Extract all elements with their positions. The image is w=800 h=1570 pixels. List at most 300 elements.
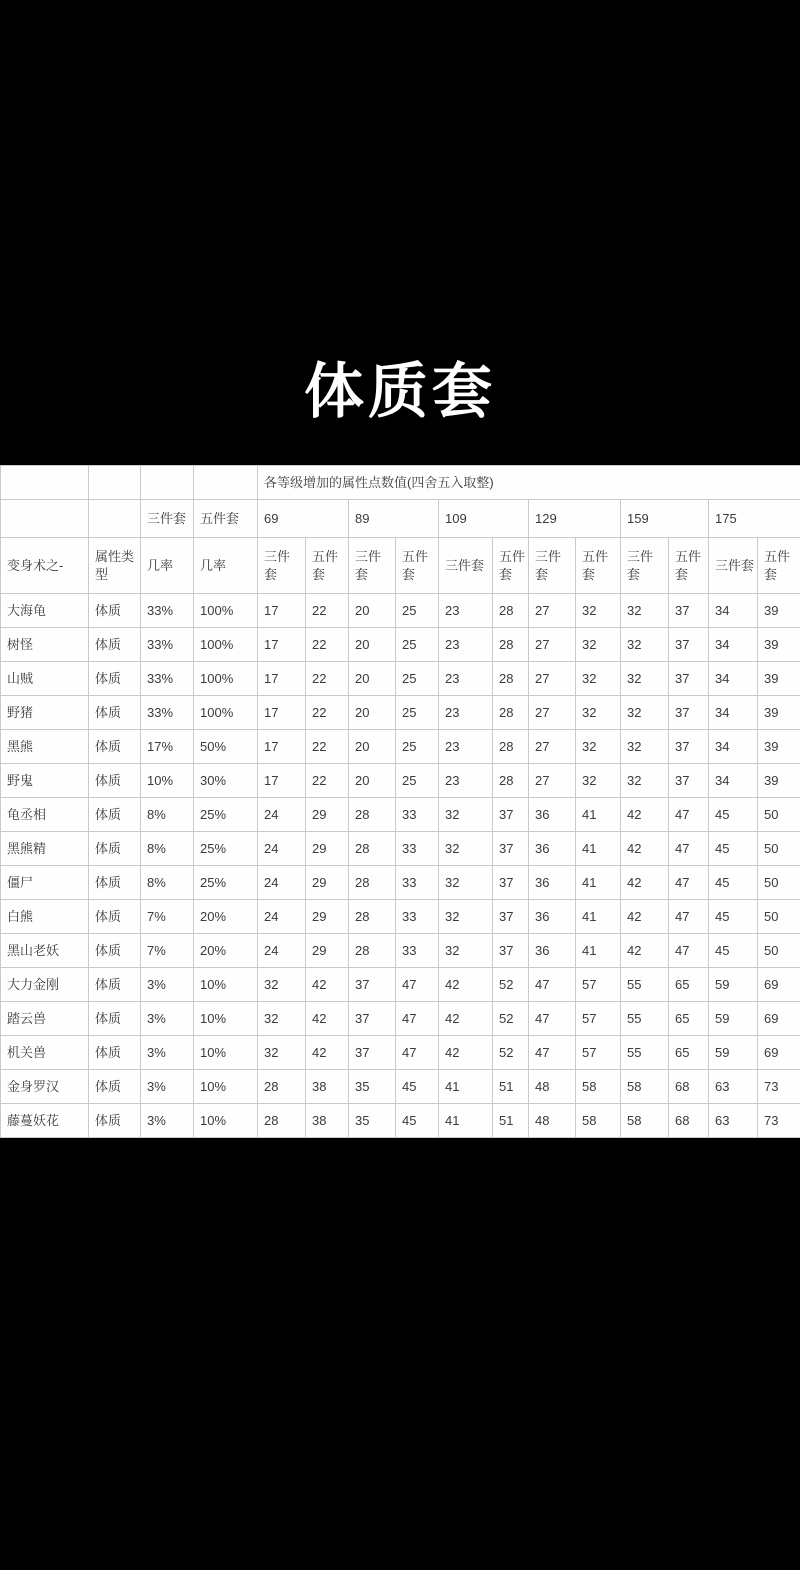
value-cell: 24 [258,934,306,968]
value-cell: 27 [529,764,576,798]
value-cell: 33 [396,798,439,832]
value-cell: 57 [576,1002,621,1036]
empty-cell [1,466,89,500]
value-cell: 39 [758,730,800,764]
rate-three-piece-cell: 3% [141,1104,194,1138]
monster-name-cell: 黑熊 [1,730,89,764]
header-row-levels [1,500,800,538]
value-cell: 28 [493,662,529,696]
value-cell: 20 [349,764,396,798]
value-cell: 42 [621,798,669,832]
rate-three-piece-cell: 7% [141,934,194,968]
value-cell: 47 [396,968,439,1002]
value-cell: 42 [439,1036,493,1070]
value-cell: 37 [493,934,529,968]
value-cell: 42 [621,934,669,968]
rate-five-piece-cell: 30% [194,764,258,798]
table-row [1,1070,800,1104]
value-cell: 50 [758,934,800,968]
monster-name-cell: 机关兽 [1,1036,89,1070]
value-cell: 17 [258,764,306,798]
value-cell: 42 [306,1002,349,1036]
value-cell: 28 [493,730,529,764]
value-cell: 45 [709,934,758,968]
rate-three-piece-cell: 33% [141,696,194,730]
monster-name-cell: 大海龟 [1,594,89,628]
rate-five-piece-cell: 50% [194,730,258,764]
rate-five-piece-cell: 10% [194,1104,258,1138]
value-cell: 32 [439,798,493,832]
value-cell: 69 [758,1036,800,1070]
rate-three-piece-cell: 8% [141,866,194,900]
value-cell: 63 [709,1070,758,1104]
value-cell: 45 [396,1070,439,1104]
value-cell: 39 [758,696,800,730]
five-piece-header-cell: 五件套 [194,500,258,538]
value-cell: 23 [439,730,493,764]
value-cell: 48 [529,1070,576,1104]
monster-name-cell: 山贼 [1,662,89,696]
value-cell: 41 [576,934,621,968]
empty-cell [89,466,141,500]
value-cell: 42 [439,1002,493,1036]
value-cell: 28 [258,1070,306,1104]
value-cell: 47 [669,900,709,934]
table-row [1,1036,800,1070]
value-cell: 28 [349,798,396,832]
rate-five-piece-cell: 100% [194,662,258,696]
value-cell: 29 [306,900,349,934]
value-cell: 33 [396,866,439,900]
value-cell: 39 [758,628,800,662]
attr-type-cell: 体质 [89,628,141,662]
five-piece-subheader-cell: 五件套 [669,538,709,594]
value-cell: 52 [493,1002,529,1036]
table-row [1,798,800,832]
value-cell: 22 [306,730,349,764]
rate-column-header-cell: 几率 [194,538,258,594]
attr-type-cell: 体质 [89,798,141,832]
three-piece-subheader-cell: 三件套 [349,538,396,594]
value-cell: 34 [709,696,758,730]
value-cell: 37 [669,662,709,696]
value-cell: 55 [621,1036,669,1070]
empty-cell [141,466,194,500]
attr-type-cell: 体质 [89,764,141,798]
value-cell: 58 [576,1070,621,1104]
value-cell: 28 [349,934,396,968]
value-cell: 37 [669,764,709,798]
value-cell: 32 [621,696,669,730]
value-cell: 45 [709,798,758,832]
value-cell: 28 [349,866,396,900]
value-cell: 33 [396,832,439,866]
rate-three-piece-cell: 33% [141,594,194,628]
attr-type-cell: 体质 [89,866,141,900]
value-cell: 65 [669,1002,709,1036]
rate-five-piece-cell: 25% [194,798,258,832]
value-cell: 37 [349,968,396,1002]
value-cell: 22 [306,628,349,662]
value-cell: 52 [493,968,529,1002]
value-cell: 32 [258,1036,306,1070]
value-cell: 28 [493,628,529,662]
value-cell: 37 [669,628,709,662]
five-piece-subheader-cell: 五件套 [758,538,800,594]
rate-five-piece-cell: 10% [194,1036,258,1070]
monster-name-cell: 僵尸 [1,866,89,900]
table-row [1,1002,800,1036]
table-row [1,1104,800,1138]
value-cell: 34 [709,628,758,662]
value-cell: 22 [306,662,349,696]
value-cell: 42 [621,832,669,866]
empty-cell [194,466,258,500]
rate-five-piece-cell: 100% [194,696,258,730]
value-cell: 32 [439,900,493,934]
value-cell: 47 [529,1002,576,1036]
value-cell: 27 [529,730,576,764]
span-header-cell: 各等级增加的属性点数值(四舍五入取整) [258,466,800,500]
value-cell: 34 [709,764,758,798]
value-cell: 57 [576,968,621,1002]
table-row [1,934,800,968]
value-cell: 25 [396,662,439,696]
value-cell: 17 [258,594,306,628]
value-cell: 28 [258,1104,306,1138]
value-cell: 27 [529,696,576,730]
value-cell: 20 [349,662,396,696]
value-cell: 28 [493,696,529,730]
value-cell: 23 [439,764,493,798]
value-cell: 32 [621,594,669,628]
three-piece-subheader-cell: 三件套 [529,538,576,594]
value-cell: 50 [758,866,800,900]
value-cell: 37 [669,696,709,730]
rate-five-piece-cell: 25% [194,832,258,866]
value-cell: 20 [349,730,396,764]
value-cell: 59 [709,968,758,1002]
attr-type-cell: 体质 [89,1104,141,1138]
rate-three-piece-cell: 3% [141,1036,194,1070]
table-row [1,594,800,628]
table-row [1,968,800,1002]
value-cell: 41 [439,1070,493,1104]
table-row [1,832,800,866]
value-cell: 32 [439,832,493,866]
value-cell: 63 [709,1104,758,1138]
rate-three-piece-cell: 8% [141,798,194,832]
level-header-cell: 109 [439,500,529,538]
value-cell: 59 [709,1002,758,1036]
monster-name-cell: 大力金刚 [1,968,89,1002]
five-piece-subheader-cell: 五件套 [493,538,529,594]
value-cell: 37 [493,832,529,866]
rate-three-piece-cell: 3% [141,1070,194,1104]
value-cell: 50 [758,832,800,866]
five-piece-subheader-cell: 五件套 [396,538,439,594]
value-cell: 22 [306,696,349,730]
rate-five-piece-cell: 100% [194,594,258,628]
three-piece-header-cell: 三件套 [141,500,194,538]
value-cell: 47 [669,832,709,866]
value-cell: 36 [529,866,576,900]
value-cell: 29 [306,934,349,968]
monster-name-cell: 金身罗汉 [1,1070,89,1104]
value-cell: 37 [493,900,529,934]
attr-type-cell: 体质 [89,696,141,730]
value-cell: 32 [576,730,621,764]
value-cell: 48 [529,1104,576,1138]
rate-three-piece-cell: 33% [141,662,194,696]
value-cell: 24 [258,832,306,866]
rate-five-piece-cell: 100% [194,628,258,662]
attr-type-cell: 体质 [89,968,141,1002]
value-cell: 32 [576,594,621,628]
value-cell: 42 [306,1036,349,1070]
value-cell: 37 [669,730,709,764]
value-cell: 25 [396,730,439,764]
value-cell: 39 [758,594,800,628]
value-cell: 24 [258,798,306,832]
value-cell: 45 [709,900,758,934]
value-cell: 32 [621,764,669,798]
table-body [1,594,800,1138]
rate-five-piece-cell: 10% [194,1002,258,1036]
value-cell: 42 [306,968,349,1002]
value-cell: 68 [669,1104,709,1138]
value-cell: 37 [349,1036,396,1070]
value-cell: 38 [306,1070,349,1104]
value-cell: 27 [529,594,576,628]
value-cell: 73 [758,1070,800,1104]
value-cell: 47 [529,968,576,1002]
value-cell: 69 [758,968,800,1002]
value-cell: 39 [758,764,800,798]
value-cell: 45 [396,1104,439,1138]
value-cell: 41 [576,798,621,832]
value-cell: 34 [709,730,758,764]
value-cell: 37 [493,798,529,832]
attr-type-cell: 体质 [89,594,141,628]
level-header-cell: 159 [621,500,709,538]
value-cell: 38 [306,1104,349,1138]
value-cell: 32 [439,934,493,968]
value-cell: 42 [621,900,669,934]
value-cell: 32 [576,764,621,798]
value-cell: 17 [258,696,306,730]
table-row [1,730,800,764]
value-cell: 32 [439,866,493,900]
value-cell: 47 [529,1036,576,1070]
value-cell: 34 [709,662,758,696]
value-cell: 28 [349,832,396,866]
value-cell: 22 [306,594,349,628]
attr-type-cell: 体质 [89,934,141,968]
value-cell: 29 [306,832,349,866]
value-cell: 23 [439,594,493,628]
monster-name-cell: 树怪 [1,628,89,662]
attr-type-cell: 体质 [89,832,141,866]
value-cell: 68 [669,1070,709,1104]
value-cell: 32 [576,696,621,730]
value-cell: 51 [493,1070,529,1104]
value-cell: 65 [669,968,709,1002]
value-cell: 29 [306,798,349,832]
value-cell: 23 [439,696,493,730]
value-cell: 32 [576,662,621,696]
empty-cell [89,500,141,538]
value-cell: 73 [758,1104,800,1138]
level-header-cell: 129 [529,500,621,538]
value-cell: 28 [349,900,396,934]
value-cell: 36 [529,900,576,934]
value-cell: 32 [258,1002,306,1036]
five-piece-subheader-cell: 五件套 [576,538,621,594]
monster-name-cell: 踏云兽 [1,1002,89,1036]
value-cell: 28 [493,764,529,798]
value-cell: 58 [621,1070,669,1104]
monster-name-cell: 黑熊精 [1,832,89,866]
header-row-title [1,466,800,500]
value-cell: 23 [439,628,493,662]
value-cell: 41 [576,866,621,900]
value-cell: 41 [576,900,621,934]
empty-cell [1,500,89,538]
value-cell: 55 [621,1002,669,1036]
value-cell: 58 [576,1104,621,1138]
stats-table [0,465,800,1138]
rate-column-header-cell: 几率 [141,538,194,594]
value-cell: 47 [669,798,709,832]
table-row [1,696,800,730]
header-row-columns [1,538,800,594]
monster-name-cell: 黑山老妖 [1,934,89,968]
attr-type-cell: 体质 [89,1070,141,1104]
attr-type-cell: 体质 [89,730,141,764]
value-cell: 58 [621,1104,669,1138]
value-cell: 32 [258,968,306,1002]
monster-name-cell: 野猪 [1,696,89,730]
rate-three-piece-cell: 33% [141,628,194,662]
value-cell: 27 [529,628,576,662]
rate-three-piece-cell: 3% [141,968,194,1002]
monster-name-cell: 白熊 [1,900,89,934]
value-cell: 57 [576,1036,621,1070]
attr-type-cell: 体质 [89,900,141,934]
attr-type-column-header-cell: 属性类型 [89,538,141,594]
attr-type-cell: 体质 [89,1002,141,1036]
value-cell: 37 [349,1002,396,1036]
value-cell: 69 [758,1002,800,1036]
value-cell: 32 [621,662,669,696]
value-cell: 17 [258,662,306,696]
value-cell: 33 [396,934,439,968]
rate-three-piece-cell: 8% [141,832,194,866]
value-cell: 25 [396,594,439,628]
table-row [1,866,800,900]
value-cell: 24 [258,866,306,900]
value-cell: 55 [621,968,669,1002]
monster-name-cell: 野鬼 [1,764,89,798]
table-row [1,900,800,934]
three-piece-subheader-cell: 三件套 [709,538,758,594]
value-cell: 20 [349,594,396,628]
value-cell: 50 [758,798,800,832]
value-cell: 34 [709,594,758,628]
value-cell: 52 [493,1036,529,1070]
value-cell: 33 [396,900,439,934]
value-cell: 65 [669,1036,709,1070]
attr-type-cell: 体质 [89,662,141,696]
value-cell: 28 [493,594,529,628]
value-cell: 27 [529,662,576,696]
rate-three-piece-cell: 10% [141,764,194,798]
value-cell: 17 [258,628,306,662]
attr-type-cell: 体质 [89,1036,141,1070]
value-cell: 36 [529,832,576,866]
monster-name-cell: 龟丞相 [1,798,89,832]
value-cell: 35 [349,1104,396,1138]
value-cell: 23 [439,662,493,696]
rate-three-piece-cell: 3% [141,1002,194,1036]
rate-five-piece-cell: 25% [194,866,258,900]
value-cell: 24 [258,900,306,934]
value-cell: 59 [709,1036,758,1070]
value-cell: 25 [396,764,439,798]
value-cell: 20 [349,628,396,662]
value-cell: 51 [493,1104,529,1138]
value-cell: 32 [621,730,669,764]
value-cell: 17 [258,730,306,764]
value-cell: 41 [576,832,621,866]
value-cell: 45 [709,866,758,900]
value-cell: 29 [306,866,349,900]
value-cell: 25 [396,628,439,662]
rate-five-piece-cell: 10% [194,1070,258,1104]
level-header-cell: 89 [349,500,439,538]
page-title: 体质套 [304,358,496,425]
value-cell: 42 [621,866,669,900]
value-cell: 35 [349,1070,396,1104]
rate-three-piece-cell: 17% [141,730,194,764]
three-piece-subheader-cell: 三件套 [258,538,306,594]
value-cell: 32 [576,628,621,662]
value-cell: 39 [758,662,800,696]
value-cell: 36 [529,798,576,832]
level-header-cell: 69 [258,500,349,538]
name-column-header-cell: 变身术之- [1,538,89,594]
value-cell: 37 [669,594,709,628]
value-cell: 32 [621,628,669,662]
three-piece-subheader-cell: 三件套 [621,538,669,594]
value-cell: 47 [396,1036,439,1070]
value-cell: 50 [758,900,800,934]
value-cell: 22 [306,764,349,798]
monster-name-cell: 藤蔓妖花 [1,1104,89,1138]
value-cell: 47 [669,866,709,900]
table-row [1,628,800,662]
rate-three-piece-cell: 7% [141,900,194,934]
rate-five-piece-cell: 20% [194,934,258,968]
value-cell: 47 [396,1002,439,1036]
rate-five-piece-cell: 20% [194,900,258,934]
value-cell: 42 [439,968,493,1002]
value-cell: 45 [709,832,758,866]
three-piece-subheader-cell: 三件套 [439,538,493,594]
level-header-cell: 175 [709,500,800,538]
value-cell: 37 [493,866,529,900]
